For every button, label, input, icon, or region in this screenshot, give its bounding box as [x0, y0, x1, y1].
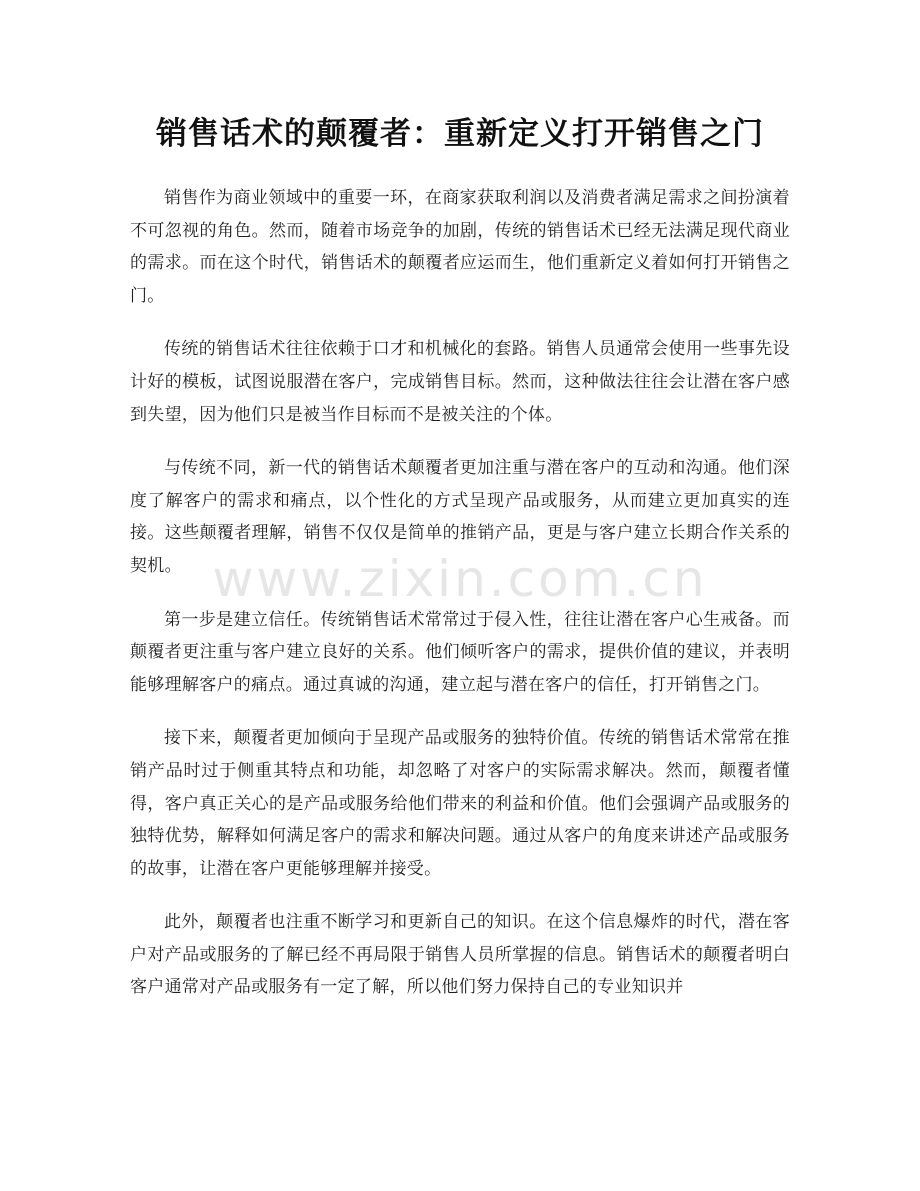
page-title: 销售话术的颠覆者：重新定义打开销售之门: [156, 116, 764, 152]
document-body: [130, 182, 790, 1004]
watermark: www.zixin.com.cn: [212, 550, 708, 608]
paragraph-4: 第一步是建立信任。传统销售话术常常过于侵入性，往往让潜在客户心生戒备。而颠覆者更注重与客户建立良好的关系。他们倾听客户的需求，提供价值的建议，并表明能够理解客户的痛点。通过真诚的沟通，建立起与潜在客户的信任，打开销售之门。: [130, 609, 790, 695]
paragraph-2: 传统的销售话术往往依赖于口才和机械化的套路。销售人员通常会使用一些事先设计好的模板，试图说服潜在客户，完成销售目标。然而，这种做法往往会让潜在客户感到失望，因为他们只是被当作目标而不是被关注的个体。: [130, 339, 790, 425]
paragraph-3: 与传统不同，新一代的销售话术颠覆者更加注重与潜在客户的互动和沟通。他们深度了解客户的需求和痛点，以个性化的方式呈现产品或服务，从而建立更加真实的连接。这些颠覆者理解，销售不仅仅是简单的推销产品，更是与客户建立长期合作关系的契机。: [130, 458, 790, 576]
paragraph-1: 销售作为商业领域中的重要一环，在商家获取利润以及消费者满足需求之间扮演着不可忽视的角色。然而，随着市场竞争的加剧，传统的销售话术已经无法满足现代商业的需求。而在这个时代，销售话术的颠覆者应运而生，他们重新定义着如何打开销售之门。: [130, 188, 790, 306]
paragraph-5: 接下来，颠覆者更加倾向于呈现产品或服务的独特价值。传统的销售话术常常在推销产品时过于侧重其特点和功能，却忽略了对客户的实际需求解决。然而，颠覆者懂得，客户真正关心的是产品或服务给他们带来的利益和价值。他们会强调产品或服务的独特优势，解释如何满足客户的需求和解决问题。通过从客户的角度来讲述产品或服务的故事，让潜在客户更能够理解并接受。: [130, 728, 790, 879]
paragraph-6: 此外，颠覆者也注重不断学习和更新自己的知识。在这个信息爆炸的时代，潜在客户对产品或服务的了解已经不再局限于销售人员所掌握的信息。销售话术的颠覆者明白客户通常对产品或服务有一定了解，所以他们努力保持自己的专业知识并: [130, 912, 790, 998]
